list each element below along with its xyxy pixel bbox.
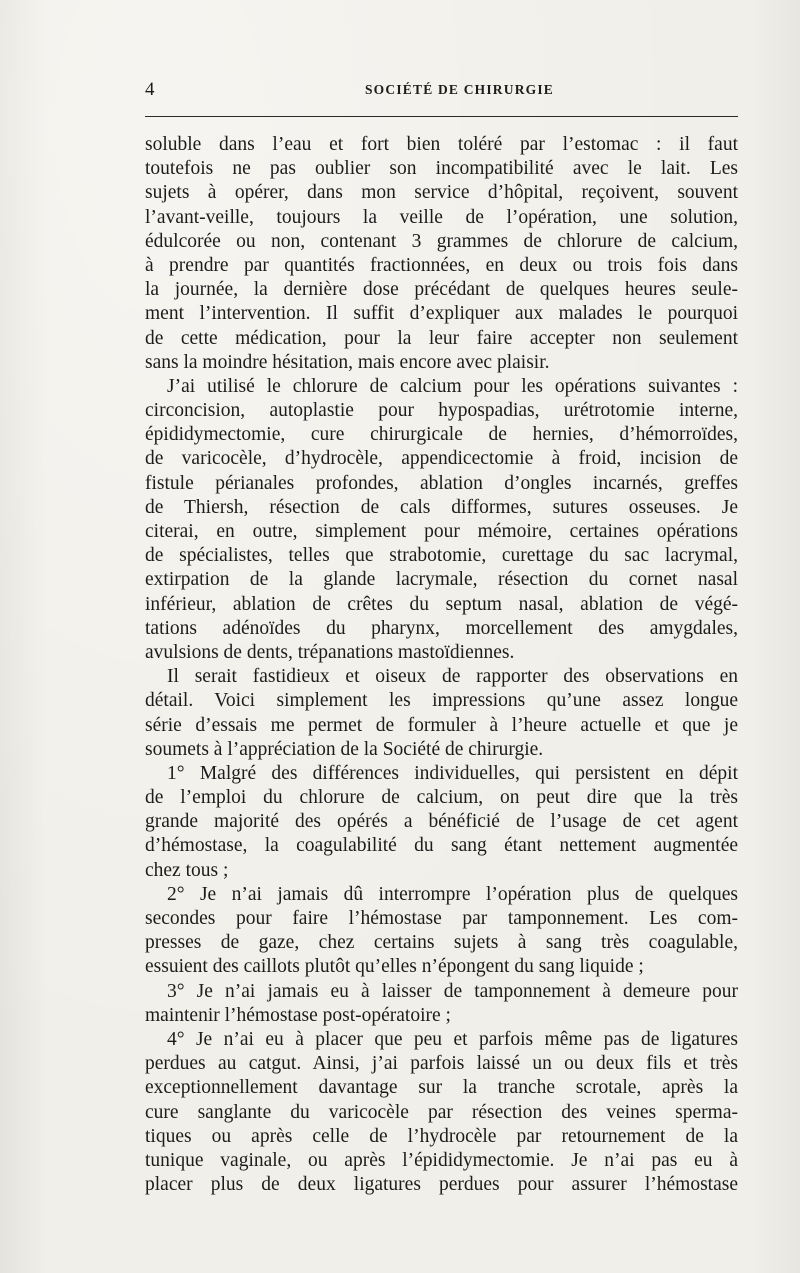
- text-line: extirpation de la glande lacrymale, résection du cornet nasal: [145, 569, 738, 591]
- text-line: citerai, en outre, simplement pour mémoire, certaines opérations: [145, 521, 738, 542]
- text-line: essuient des caillots plutôt qu’elles n’épongent du sang liquide ;: [145, 956, 644, 978]
- text-line: soluble dans l’eau et fort bien toléré par l’estomac : il faut: [145, 134, 738, 155]
- text-line: la journée, la dernière dose précédant de quelques heures seule-: [145, 279, 738, 301]
- text-line: presses de gaze, chez certains sujets à sang très coagulable,: [145, 932, 738, 954]
- text-line: cure sanglante du varicocèle par résection des veines sperma-: [145, 1101, 738, 1123]
- text-line: de cette médication, pour la leur faire accepter non seulement: [145, 327, 738, 349]
- paragraph-start-line: 3° Je n’ai jamais eu à laisser de tamponnement à demeure pour: [167, 980, 738, 1002]
- text-line: sans la moindre hésitation, mais encore avec plaisir.: [145, 351, 550, 373]
- paragraph-start-line: Il serait fastidieux et oiseux de rapporter des observations en: [167, 666, 738, 688]
- paragraph-start-line: 1° Malgré des différences individuelles, qui persistent en dépit: [167, 762, 738, 784]
- text-line: ment l’intervention. Il suffit d’expliquer aux malades le pourquoi: [145, 303, 738, 325]
- text-line: perdues au catgut. Ainsi, j’ai parfois laissé un ou deux fils et très: [145, 1053, 738, 1075]
- page-number: 4: [145, 79, 155, 100]
- paragraph-start-line: 2° Je n’ai jamais dû interrompre l’opération plus de quelques: [167, 883, 738, 905]
- text-line: circoncision, autoplastie pour hypospadias, urétrotomie interne,: [145, 400, 738, 422]
- text-line: d’hémostase, la coagulabilité du sang étant nettement augmentée: [145, 835, 738, 857]
- text-line: avulsions de dents, trépanations mastoïdiennes.: [145, 641, 515, 663]
- page-header: [145, 78, 738, 102]
- text-line: de l’emploi du chlorure de calcium, on peut dire que la très: [145, 787, 738, 809]
- text-line: de Thiersh, résection de cals difformes, sutures osseuses. Je: [145, 496, 738, 518]
- text-line: maintenir l’hémostase post-opératoire ;: [145, 1004, 451, 1026]
- body-text: [145, 133, 738, 1197]
- text-line: de varicocèle, d’hydrocèle, appendicectomie à froid, incision de: [145, 448, 738, 470]
- paragraph-start-line: 4° Je n’ai eu à placer que peu et parfois même pas de ligatures: [167, 1028, 738, 1050]
- header-rule: [145, 116, 738, 117]
- text-line: fistule périanales profondes, ablation d’ongles incarnés, greffes: [145, 472, 738, 494]
- text-line: épididymectomie, cure chirurgicale de hernies, d’hémorroïdes,: [145, 424, 738, 446]
- running-title: SOCIÉTÉ DE CHIRURGIE: [364, 82, 555, 97]
- text-line: inférieur, ablation de crêtes du septum nasal, ablation de végé-: [145, 593, 738, 615]
- text-line: grande majorité des opérés a bénéficié de l’usage de cet agent: [145, 811, 738, 833]
- text-line: de spécialistes, telles que strabotomie, curettage du sac lacrymal,: [145, 545, 738, 567]
- text-line: détail. Voici simplement les impressions qu’une assez longue: [145, 690, 738, 712]
- text-line: chez tous ;: [145, 859, 229, 881]
- text-line: édulcorée ou non, contenant 3 grammes de chlorure de calcium,: [145, 230, 738, 252]
- text-line: secondes pour faire l’hémostase par tamponnement. Les com-: [145, 908, 738, 929]
- text-line: tations adénoïdes du pharynx, morcellement des amygdales,: [145, 617, 738, 639]
- text-line: exceptionnellement davantage sur la tranche scrotale, après la: [145, 1077, 738, 1099]
- text-line: tunique vaginale, ou après l’épididymectomie. Je n’ai pas eu à: [145, 1149, 738, 1171]
- text-line: l’avant-veille, toujours la veille de l’opération, une solution,: [145, 206, 738, 228]
- text-line: tiques ou après celle de l’hydrocèle par retournement de la: [145, 1125, 738, 1147]
- paragraph-start-line: J’ai utilisé le chlorure de calcium pour les opérations suivantes :: [167, 375, 738, 397]
- text-line: toutefois ne pas oublier son incompatibilité avec le lait. Les: [145, 158, 738, 180]
- text-line: sujets à opérer, dans mon service d’hôpital, reçoivent, souvent: [145, 182, 738, 204]
- text-line: série d’essais me permet de formuler à l’heure actuelle et que je: [145, 714, 738, 736]
- text-line: soumets à l’appréciation de la Société de chirurgie.: [145, 738, 544, 760]
- text-line: à prendre par quantités fractionnées, en deux ou trois fois dans: [145, 254, 738, 276]
- text-line: placer plus de deux ligatures perdues pour assurer l’hémostase: [145, 1174, 738, 1196]
